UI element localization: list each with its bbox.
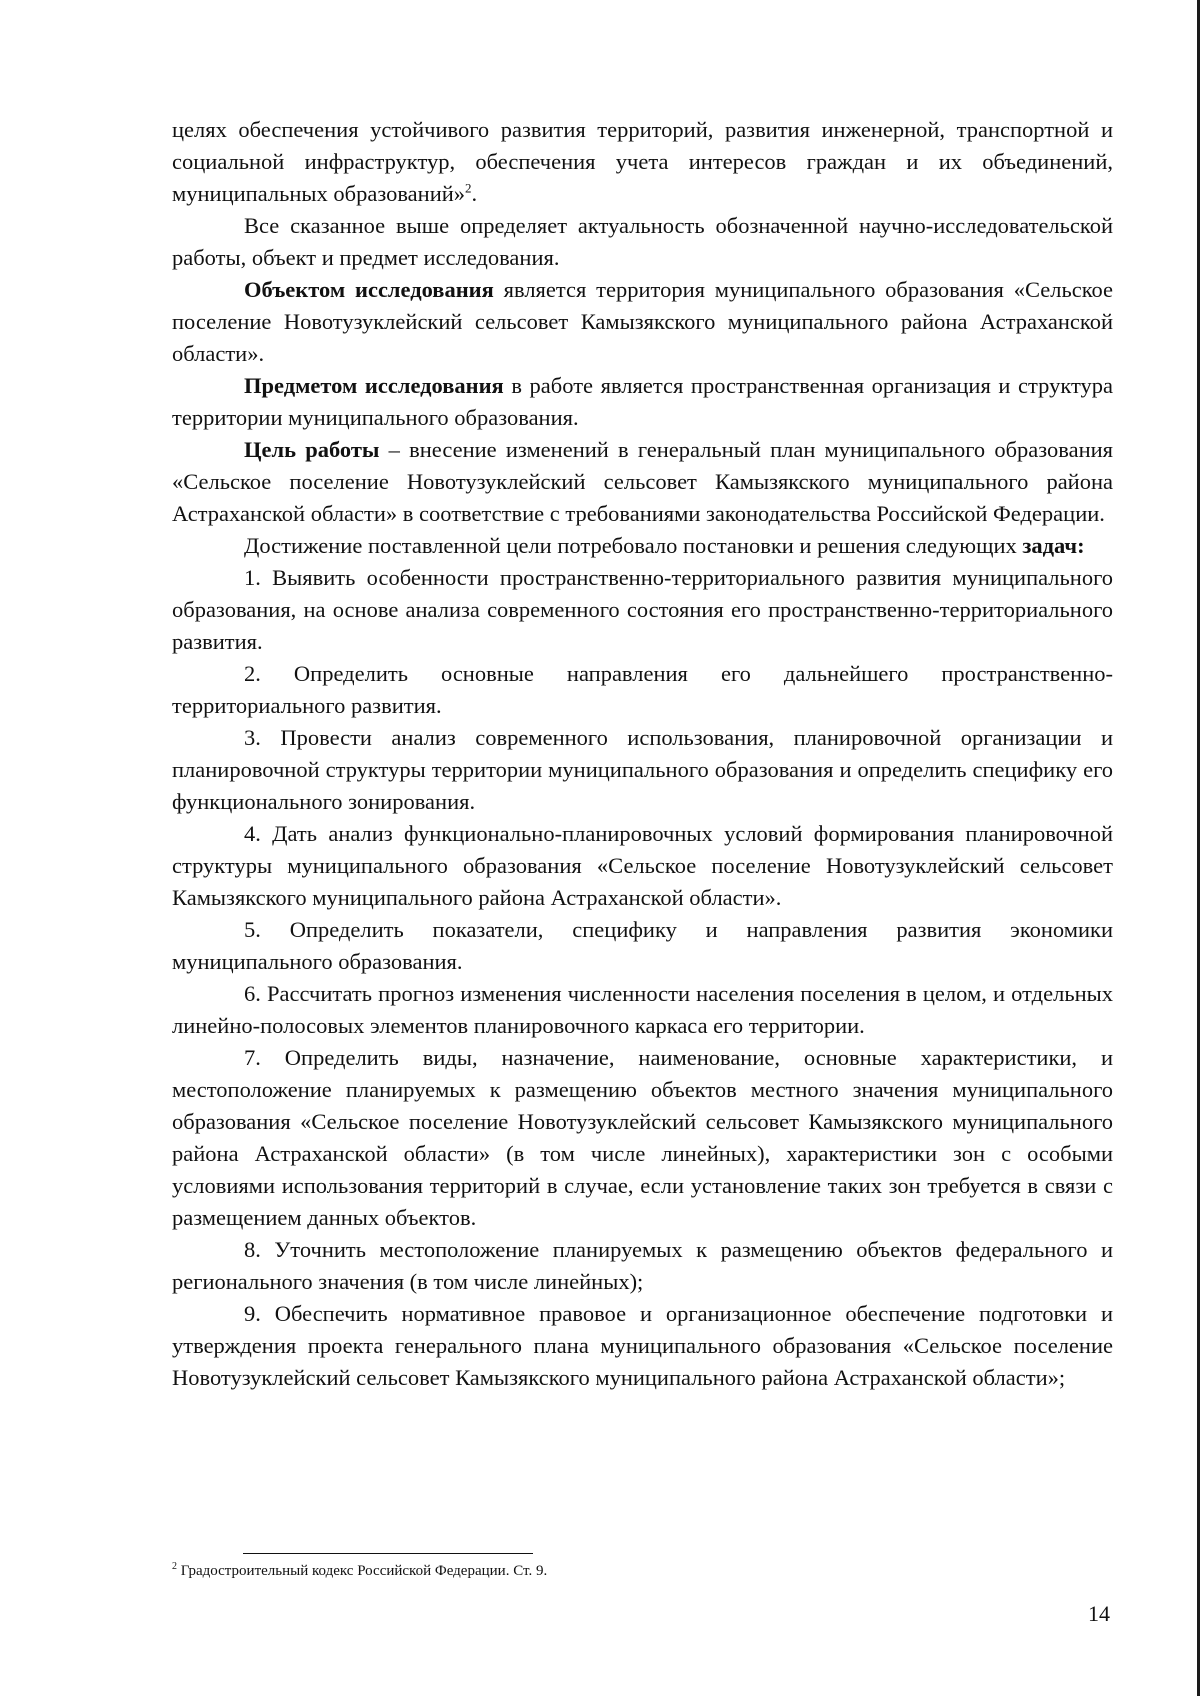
bold-term: задач: <box>1022 533 1085 558</box>
footnote-separator <box>243 1553 533 1554</box>
task-item-7 <box>172 1042 1113 1234</box>
paragraph-text: 2. Определить основные направления его дальнейшего пространственно-территориального развития. <box>172 661 1113 718</box>
footnote-number: 2 <box>172 1561 177 1572</box>
paragraph-relevance <box>172 210 1113 274</box>
paragraph-text: – внесение изменений в генеральный план муниципального образования «Сельское поселение Новотузуклейский сельсовет Камызякского муниципального района Астраханской области» в соответствие с требованиями законодательства Российской Федерации. <box>172 437 1114 526</box>
paragraph-text: 9. Обеспечить нормативное правовое и организационное обеспечение подготовки и утверждения проекта генерального плана муниципального образования «Сельское поселение Новотузуклейский сельсовет Камызякского муниципального района Астраханской области»; <box>172 1301 1113 1390</box>
paragraph-tasks-intro <box>172 530 1113 562</box>
task-item-4 <box>172 818 1113 914</box>
paragraph-text: Все сказанное выше определяет актуальность обозначенной научно-исследовательской работы, объект и предмет исследования. <box>172 213 1113 270</box>
paragraph-text: 1. Выявить особенности пространственно-территориального развития муниципального образования, на основе анализа современного состояния его пространственно-территориального развития. <box>172 565 1113 654</box>
task-item-3 <box>172 722 1113 818</box>
task-item-2 <box>172 658 1113 722</box>
bold-term: Объектом исследования <box>244 277 494 302</box>
footnote <box>172 1561 1113 1581</box>
footnote-text: Градостроительный кодекс Российской Федерации. Ст. 9. <box>177 1563 548 1579</box>
paragraph-text: является территория муниципального образования «Сельское поселение Новотузуклейский сельсовет Камызякского муниципального района Астраханской области». <box>172 277 1113 366</box>
paragraph-text: 3. Провести анализ современного использования, планировочной организации и планировочной структуры территории муниципального образования и определить специфику его функционального зонирования. <box>172 725 1113 814</box>
task-item-5 <box>172 914 1113 978</box>
task-item-9 <box>172 1298 1113 1394</box>
body-text <box>172 114 1113 1394</box>
paragraph-text: в работе является пространственная организация и структура территории муниципального образования. <box>172 373 1113 430</box>
paragraph-text: 4. Дать анализ функционально-планировочных условий формирования планировочной структуры муниципального образования «Сельское поселение Новотузуклейский сельсовет Камызякского муниципального района Астраханской области». <box>172 821 1113 910</box>
task-item-8 <box>172 1234 1113 1298</box>
paragraph-research-object <box>172 274 1113 370</box>
page-number: 14 <box>1088 1601 1110 1626</box>
task-item-6 <box>172 978 1113 1042</box>
task-item-1 <box>172 562 1113 658</box>
bold-term: Цель работы <box>244 437 380 462</box>
paragraph-text-end: . <box>471 181 478 206</box>
paragraph-text: 7. Определить виды, назначение, наименование, основные характеристики, и местоположение планируемых к размещению объектов местного значения муниципального образования «Сельское поселение Новотузуклейский сельсовет Камызякского муниципального района Астраханской области» (в том числе линейных), характеристики зон с особыми условиями использования территорий в случае, если установление таких зон требуется в связи с размещением данных объектов. <box>172 1045 1113 1230</box>
footnote-reference: 2 <box>465 180 472 196</box>
paragraph-continuation <box>172 114 1113 210</box>
paragraph-text: Достижение поставленной цели потребовало постановки и решения следующих <box>244 533 1023 558</box>
paragraph-text: 8. Уточнить местоположение планируемых к размещению объектов федерального и регионального значения (в том числе линейных); <box>172 1237 1113 1294</box>
paragraph-text: целях обеспечения устойчивого развития территорий, развития инженерной, транспортной и социальной инфраструктур, обеспечения учета интересов граждан и их объединений, муниципальных образований» <box>172 117 1113 206</box>
paragraph-goal <box>172 434 1113 530</box>
paragraph-text: 6. Рассчитать прогноз изменения численности населения поселения в целом, и отдельных линейно-полосовых элементов планировочного каркаса его территории. <box>172 981 1113 1038</box>
paragraph-research-subject <box>172 370 1113 434</box>
bold-term: Предметом исследования <box>244 373 504 398</box>
paragraph-text: 5. Определить показатели, специфику и направления развития экономики муниципального образования. <box>172 917 1113 974</box>
